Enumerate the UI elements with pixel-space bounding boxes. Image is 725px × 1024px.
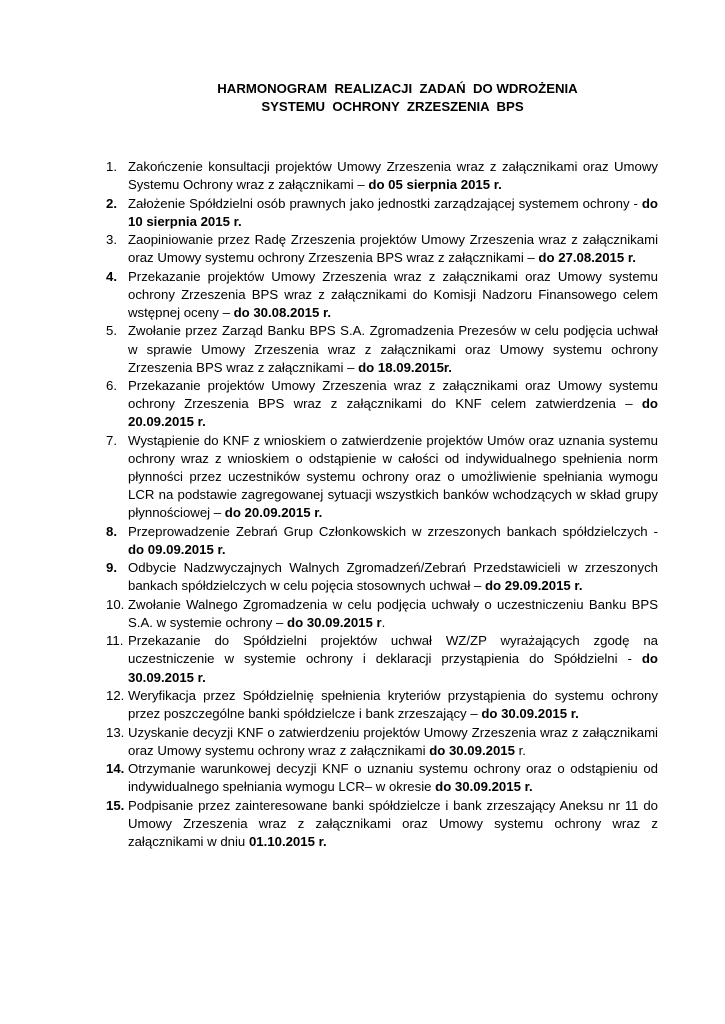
- item-text: Odbycie Nadzwyczajnych Walnych Zgromadzeń/Zebrań Przedstawicieli w zrzeszonych bankach spółdzielczych w celu pojęcia stosownych uchwał –: [128, 560, 658, 594]
- document-title: [0, 80, 725, 116]
- item-text: Zwołanie Walnego Zgromadzenia w celu podjęcia uchwały o uczestniczeniu Banku BPS S.A. w systemie ochrony –: [128, 596, 658, 630]
- list-item: [106, 231, 658, 267]
- item-number: 4.: [106, 268, 117, 284]
- item-text: Zaopiniowanie przez Radę Zrzeszenia projektów Umowy Zrzeszenia wraz z załącznikami oraz Umowy systemu ochrony Zrzeszenia BPS wraz z załącznikami –: [128, 232, 658, 266]
- list-item: [106, 523, 658, 559]
- item-deadline: do 20.09.2015 r.: [128, 396, 658, 430]
- title-line-2: SYSTEMU OCHRONY ZRZESZENIA BPS: [261, 99, 524, 114]
- list-item: [106, 158, 658, 194]
- item-number: 9.: [106, 560, 117, 576]
- item-number: 11.: [106, 633, 124, 649]
- item-deadline: do 27.08.2015 r.: [538, 250, 636, 266]
- item-text: Wystąpienie do KNF z wnioskiem o zatwierdzenie projektów Umów oraz uznania systemu ochrony wraz z wnioskiem o odstąpienie w całości od indywidualnego spełnienia norm płynności przez uczestników systemu ochrony oraz o umożliwienie spełniania wymogu LCR na podstawie zagregowanej sytuacji wszystkich banków wchodzących w skład grupy płynnościowej –: [128, 432, 658, 521]
- list-item: [106, 632, 658, 686]
- item-deadline: do 29.09.2015 r.: [484, 578, 583, 594]
- item-text: Przekazanie projektów Umowy Zrzeszenia wraz z załącznikami oraz Umowy systemu ochrony Zrzeszenia BPS wraz z załącznikami do KNF celem zatwierdzenia –: [128, 378, 658, 412]
- item-text: Przekazanie do Spółdzielni projektów uchwał WZ/ZP wyrażających zgodę na uczestniczenie w systemie ochrony i deklaracji przystąpienia do Spółdzielni -: [128, 633, 658, 667]
- item-number: 1.: [106, 159, 117, 174]
- item-deadline: do 30.09.2015 r.: [481, 706, 579, 722]
- item-number: 15.: [106, 797, 125, 813]
- item-number: 8.: [106, 523, 117, 539]
- item-number: 3.: [106, 232, 117, 248]
- list-item: [106, 724, 658, 760]
- list-item: [106, 195, 658, 231]
- item-text: Zakończenie konsultacji projektów Umowy Zrzeszenia wraz z załącznikami oraz Umowy Systemu Ochrony wraz z załącznikami –: [128, 159, 658, 193]
- item-number: 10.: [106, 596, 125, 612]
- item-text: Weryfikacja przez Spółdzielnię spełnienia kryteriów przystąpienia do systemu ochrony przez poszczególne banki spółdzielcze i bank zrzeszający –: [128, 688, 658, 722]
- list-item: [106, 760, 658, 796]
- task-schedule-list: [106, 158, 658, 851]
- item-deadline: do 20.09.2015 r.: [224, 505, 323, 521]
- list-item: [106, 432, 658, 522]
- item-number: 12.: [106, 688, 125, 704]
- title-line-1: HARMONOGRAM REALIZACJI ZADAŃ DO WDROŻENIA: [217, 81, 578, 96]
- item-text: Zwołanie przez Zarząd Banku BPS S.A. Zgromadzenia Prezesów w celu podjęcia uchwał w sprawie Umowy Zrzeszenia wraz z załącznikami oraz Umowy systemu ochrony Zrzeszenia BPS wraz z załącznikami –: [128, 323, 658, 375]
- item-number: 13.: [106, 724, 125, 740]
- item-tail: .: [381, 614, 386, 630]
- list-item: [106, 322, 658, 376]
- item-text: Przekazanie projektów Umowy Zrzeszenia wraz z załącznikami oraz Umowy systemu ochrony Zrzeszenia BPS wraz z załącznikami do Komisji Nadzoru Finansowego celem wstępnej oceny –: [128, 268, 658, 320]
- list-item: [106, 596, 658, 632]
- item-tail: r.: [514, 742, 526, 758]
- list-item: [106, 559, 658, 595]
- item-deadline: do 10 sierpnia 2015 r.: [128, 195, 658, 229]
- item-text: Otrzymanie warunkowej decyzji KNF o uznaniu systemu ochrony oraz o odstąpieniu od indywidualnego spełniania wymogu LCR– w okresie: [128, 761, 658, 795]
- list-item: [106, 268, 658, 322]
- item-number: 5.: [106, 323, 117, 339]
- item-deadline: do 30.08.2015 r.: [233, 304, 332, 320]
- item-text: Przeprowadzenie Zebrań Grup Członkowskich w zrzeszonych bankach spółdzielczych -: [128, 523, 658, 539]
- item-deadline: do 05 sierpnia 2015 r.: [368, 177, 502, 193]
- item-deadline: do 30.09.2015 r: [287, 614, 382, 630]
- item-deadline: do 09.09.2015 r.: [128, 541, 226, 557]
- item-text: Uzyskanie decyzji KNF o zatwierdzeniu projektów Umowy Zrzeszenia wraz z załącznikami oraz Umowy systemu ochrony wraz z załącznikami: [128, 724, 658, 758]
- item-deadline: do 30.09.2015 r.: [435, 779, 533, 795]
- item-deadline: do 30.09.2015 r.: [128, 651, 658, 685]
- item-number: 6.: [106, 378, 117, 394]
- item-deadline: do 30.09.2015: [429, 742, 515, 758]
- item-text: Założenie Spółdzielni osób prawnych jako jednostki zarządzającej systemem ochrony -: [128, 195, 642, 211]
- list-item: [106, 377, 658, 431]
- item-deadline: 01.10.2015 r.: [248, 833, 327, 849]
- item-deadline: do 18.09.2015r.: [358, 359, 452, 375]
- item-number: 7.: [106, 432, 117, 448]
- item-number: 2.: [106, 195, 117, 211]
- list-item: [106, 687, 658, 723]
- item-number: 14.: [106, 761, 125, 777]
- list-item: [106, 797, 658, 851]
- item-text: Podpisanie przez zainteresowane banki spółdzielcze i bank zrzeszający Aneksu nr 11 do Umowy Zrzeszenia wraz z załącznikami oraz Umowy systemu ochrony wraz z załącznikami w dniu: [128, 797, 658, 849]
